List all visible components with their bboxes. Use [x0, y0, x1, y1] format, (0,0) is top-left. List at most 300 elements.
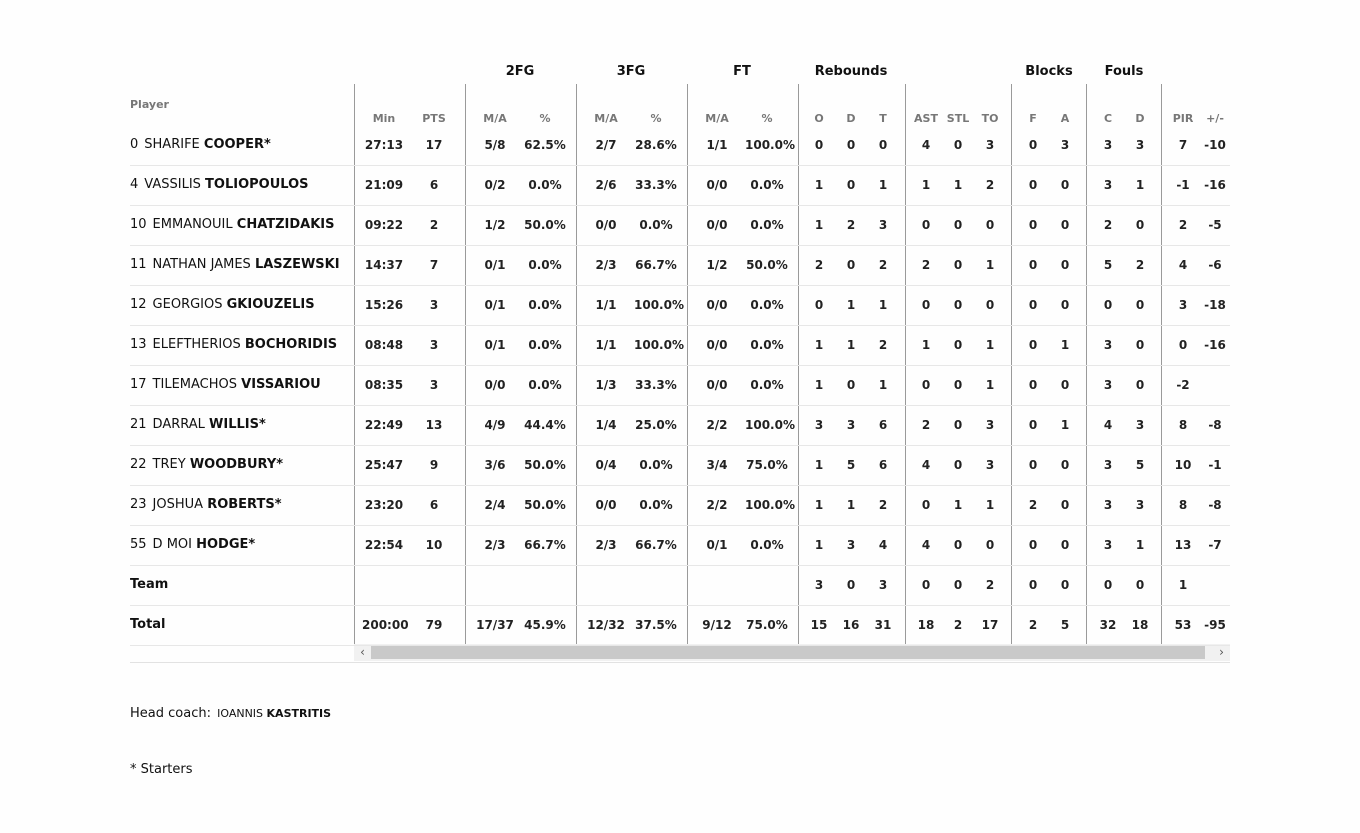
stat-cell: -6: [1208, 258, 1222, 272]
player-name[interactable]: [130, 125, 271, 165]
stat-cell: 0/0: [706, 178, 728, 192]
stat-cell: 0: [953, 218, 963, 232]
group-header: 3FG: [616, 64, 646, 79]
stat-cell: 100.0%: [634, 338, 684, 352]
stat-cell: 22:54: [364, 538, 404, 552]
stat-cell: 3/4: [706, 458, 728, 472]
stat-cell: 2: [1135, 258, 1145, 272]
stat-cell: 0.0%: [750, 538, 784, 552]
stat-cell: 1/2: [706, 258, 728, 272]
column-header: M/A: [705, 112, 729, 125]
stat-cell: 21:09: [364, 178, 404, 192]
column-header: %: [650, 112, 662, 125]
stat-cell: 0.0%: [639, 218, 673, 232]
group-header: Blocks: [1025, 64, 1073, 79]
stat-cell: 0: [1060, 378, 1070, 392]
stat-cell: -10: [1204, 138, 1226, 152]
player-first-name: SHARIFE: [144, 137, 200, 152]
stat-cell: 5/8: [484, 138, 506, 152]
stat-cell: 10: [1174, 458, 1192, 472]
stat-cell: 18: [917, 618, 935, 632]
stat-cell: 0: [1135, 378, 1145, 392]
stat-cell: 0: [846, 178, 856, 192]
stat-cell: 0: [921, 498, 931, 512]
stat-cell: 4: [921, 538, 931, 552]
stat-cell: [745, 565, 789, 605]
stat-cell: 2: [878, 258, 888, 272]
stat-cell: 0: [1060, 578, 1070, 592]
stat-cell: 1: [878, 178, 888, 192]
stat-cell: 0.0%: [750, 378, 784, 392]
stat-cell: 6: [429, 498, 439, 512]
stat-cell: 14:37: [364, 258, 404, 272]
stat-cell: 1: [814, 338, 824, 352]
head-coach-label: Head coach:: [130, 706, 211, 721]
stat-cell: 1: [1135, 178, 1145, 192]
stat-cell: 1: [1178, 578, 1188, 592]
stat-cell: 2: [953, 618, 963, 632]
stat-cell: 3: [846, 538, 856, 552]
player-name[interactable]: [130, 525, 255, 565]
stat-cell: 0: [1028, 218, 1038, 232]
stat-cell: 2: [985, 578, 995, 592]
stat-cell: 0: [953, 578, 963, 592]
column-header: Min: [372, 112, 396, 125]
stat-cell: 0: [1028, 458, 1038, 472]
stat-cell: 1: [985, 338, 995, 352]
stat-cell: 7: [1178, 138, 1188, 152]
stat-cell: 2/3: [595, 538, 617, 552]
table-row: [130, 365, 1230, 406]
stat-cell: 3: [846, 418, 856, 432]
stat-cell: 62.5%: [524, 138, 566, 152]
stat-cell: 1: [953, 498, 963, 512]
player-column-header: Player: [130, 98, 169, 111]
column-header: M/A: [594, 112, 618, 125]
stat-cell: 50.0%: [524, 218, 566, 232]
player-first-name: EMMANOUIL: [152, 217, 233, 232]
stat-cell: 0/2: [484, 178, 506, 192]
stat-cell: 0.0%: [528, 378, 562, 392]
stat-cell: 3: [1103, 498, 1113, 512]
stat-cell: 0/0: [706, 298, 728, 312]
stat-cell: 0: [1028, 298, 1038, 312]
player-first-name: DARRAL: [152, 417, 205, 432]
player-last-name: TOLIOPOULOS: [205, 177, 309, 192]
player-number: 55: [130, 537, 147, 552]
stat-cell: -2: [1176, 378, 1190, 392]
stat-cell: 1/4: [595, 418, 617, 432]
stat-cell: 2/4: [484, 498, 506, 512]
player-name[interactable]: [130, 565, 168, 605]
player-last-name: ROBERTS*: [207, 497, 282, 512]
stat-cell: 22:49: [364, 418, 404, 432]
player-name[interactable]: [130, 445, 283, 485]
stat-cell: 3: [814, 578, 824, 592]
stat-cell: 1: [814, 458, 824, 472]
column-header: D: [846, 112, 856, 125]
stat-cell: 0.0%: [750, 178, 784, 192]
stat-cell: -8: [1208, 498, 1222, 512]
stat-cell: 0: [1028, 138, 1038, 152]
stat-cell: 1: [985, 498, 995, 512]
stat-cell: 3: [1103, 138, 1113, 152]
stat-cell: 79: [425, 618, 443, 632]
stat-cell: 50.0%: [746, 258, 788, 272]
stat-cell: 0: [953, 298, 963, 312]
stat-cell: 0/1: [484, 298, 506, 312]
stat-cell: 15:26: [364, 298, 404, 312]
stat-cell: 6: [878, 458, 888, 472]
stat-cell: 27:13: [364, 138, 404, 152]
player-first-name: NATHAN JAMES: [152, 257, 251, 272]
stat-cell: 3: [1135, 138, 1145, 152]
stat-cell: 1: [878, 298, 888, 312]
stat-cell: 3: [1060, 138, 1070, 152]
column-header: TO: [981, 112, 999, 125]
stat-cell: 1: [846, 338, 856, 352]
stat-cell: 75.0%: [746, 618, 788, 632]
stat-cell: 3: [878, 218, 888, 232]
stat-cell: 5: [1135, 458, 1145, 472]
stat-cell: 31: [874, 618, 892, 632]
column-header: STL: [946, 112, 970, 125]
stat-cell: 2/6: [595, 178, 617, 192]
stat-cell: [523, 565, 567, 605]
player-number: 21: [130, 417, 147, 432]
player-first-name: GEORGIOS: [152, 297, 223, 312]
stat-cell: 0: [846, 258, 856, 272]
player-first-name: VASSILIS: [144, 177, 201, 192]
table-row: [130, 165, 1230, 206]
player-number: 11: [130, 257, 147, 272]
stat-cell: 2/3: [595, 258, 617, 272]
stat-cell: 3: [1103, 378, 1113, 392]
horizontal-scrollbar[interactable]: [354, 644, 1230, 661]
stat-cell: -18: [1204, 298, 1226, 312]
stat-cell: 8: [1178, 498, 1188, 512]
stat-cell: 0: [1135, 578, 1145, 592]
stat-cell: 3: [878, 578, 888, 592]
stat-cell: 0: [921, 298, 931, 312]
stat-cell: 0/0: [595, 218, 617, 232]
stat-cell: 0: [1103, 578, 1113, 592]
stat-cell: 0/0: [706, 378, 728, 392]
stat-cell: 0: [1060, 258, 1070, 272]
column-header: D: [1135, 112, 1145, 125]
stat-cell: 50.0%: [524, 458, 566, 472]
stat-cell: 2: [1028, 498, 1038, 512]
stat-cell: 50.0%: [524, 498, 566, 512]
stat-cell: 0: [1028, 378, 1038, 392]
stat-cell: 10: [425, 538, 443, 552]
stat-cell: 2/2: [706, 418, 728, 432]
table-row: [130, 445, 1230, 486]
player-last-name: GKIOUZELIS: [226, 297, 315, 312]
stat-cell: 0.0%: [639, 498, 673, 512]
column-header: T: [879, 112, 887, 125]
player-first-name: ELEFTHERIOS: [152, 337, 241, 352]
stat-cell: 0.0%: [528, 338, 562, 352]
stat-cell: 0/1: [484, 338, 506, 352]
column-header: A: [1060, 112, 1070, 125]
stat-cell: 3: [1178, 298, 1188, 312]
player-name[interactable]: [130, 205, 335, 245]
stat-cell: 0: [985, 218, 995, 232]
stat-cell: 2: [921, 258, 931, 272]
stat-cell: 0: [1028, 338, 1038, 352]
stat-cell: 1: [985, 378, 995, 392]
table-row: [130, 325, 1230, 366]
stat-cell: 1: [814, 378, 824, 392]
stat-cell: 200:00: [362, 618, 409, 632]
table-row: [130, 205, 1230, 246]
stat-cell: 1: [814, 218, 824, 232]
stat-cell: 3: [429, 338, 439, 352]
stat-cell: 2: [878, 498, 888, 512]
stat-cell: 0/0: [706, 218, 728, 232]
table-row: [130, 245, 1230, 286]
stat-cell: 1/1: [595, 338, 617, 352]
stat-cell: 2: [1178, 218, 1188, 232]
stat-cell: 1: [1135, 538, 1145, 552]
stat-cell: 0.0%: [528, 258, 562, 272]
player-number: 4: [130, 177, 139, 192]
player-first-name: TILEMACHOS: [152, 377, 237, 392]
stat-cell: 44.4%: [524, 418, 566, 432]
stat-cell: 0: [953, 138, 963, 152]
column-header: M/A: [483, 112, 507, 125]
player-name[interactable]: [130, 245, 340, 285]
stat-cell: 3: [1103, 458, 1113, 472]
stat-cell: 17: [981, 618, 999, 632]
stat-cell: 6: [429, 178, 439, 192]
stat-cell: 66.7%: [635, 538, 677, 552]
stat-cell: 16: [842, 618, 860, 632]
column-header: PIR: [1172, 112, 1194, 125]
stat-cell: 2/2: [706, 498, 728, 512]
stat-cell: 4: [1178, 258, 1188, 272]
column-header: AST: [914, 112, 938, 125]
player-name[interactable]: [130, 285, 315, 325]
stat-cell: 25:47: [364, 458, 404, 472]
stat-cell: 0: [953, 258, 963, 272]
player-name[interactable]: [130, 365, 321, 405]
boxscore-table: [130, 62, 1230, 663]
stat-cell: 100.0%: [634, 298, 684, 312]
stat-cell: 4: [921, 458, 931, 472]
player-last-name: VISSARIOU: [241, 377, 321, 392]
stat-cell: 25.0%: [635, 418, 677, 432]
stat-cell: 0: [1103, 298, 1113, 312]
stat-cell: 4/9: [484, 418, 506, 432]
group-header: Fouls: [1104, 64, 1144, 79]
stat-cell: 0/0: [706, 338, 728, 352]
stat-cell: 3: [1103, 178, 1113, 192]
stat-cell: 0: [1178, 338, 1188, 352]
player-number: 10: [130, 217, 147, 232]
group-header: 2FG: [505, 64, 535, 79]
stat-cell: 4: [921, 138, 931, 152]
stat-cell: 0: [846, 138, 856, 152]
stat-cell: 09:22: [364, 218, 404, 232]
stat-cell: 0: [953, 378, 963, 392]
player-name[interactable]: [130, 485, 282, 525]
stat-cell: -1: [1208, 458, 1222, 472]
stat-cell: 0: [1060, 538, 1070, 552]
stat-cell: 2: [846, 218, 856, 232]
player-last-name: COOPER*: [203, 137, 271, 152]
player-last-name: LASZEWSKI: [254, 257, 340, 272]
stat-cell: [473, 565, 517, 605]
table-row: [130, 285, 1230, 326]
head-coach-first: IOANNIS: [217, 707, 264, 720]
stat-cell: 0: [1060, 218, 1070, 232]
stat-cell: 3: [429, 298, 439, 312]
stat-cell: -5: [1208, 218, 1222, 232]
stat-cell: 17: [425, 138, 443, 152]
stat-cell: 5: [1060, 618, 1070, 632]
stat-cell: 1: [985, 258, 995, 272]
player-last-name: BOCHORIDIS: [244, 337, 338, 352]
column-header: O: [814, 112, 824, 125]
head-coach: [130, 706, 331, 721]
stat-cell: 33.3%: [635, 178, 677, 192]
boxscore-wrapper: [130, 62, 1230, 663]
stat-cell: 0: [1060, 458, 1070, 472]
stat-cell: 0.0%: [639, 458, 673, 472]
scroll-right-icon[interactable]: ›: [1219, 645, 1224, 659]
stat-cell: 2: [985, 178, 995, 192]
table-row: [130, 405, 1230, 446]
player-number: 17: [130, 377, 147, 392]
player-number: 23: [130, 497, 147, 512]
stat-cell: 1/1: [595, 298, 617, 312]
player-last-name: CHATZIDAKIS: [236, 217, 335, 232]
stat-cell: 17/37: [476, 618, 514, 632]
stat-cell: 0: [921, 578, 931, 592]
stat-cell: 0.0%: [750, 298, 784, 312]
stat-cell: 0: [814, 298, 824, 312]
stat-cell: 100.0%: [745, 418, 795, 432]
stat-cell: 0: [921, 378, 931, 392]
column-header: +/-: [1206, 112, 1224, 125]
table-row: [130, 485, 1230, 526]
stat-cell: 0/0: [595, 498, 617, 512]
stat-cell: [634, 565, 678, 605]
stat-cell: 3: [1135, 498, 1145, 512]
stat-cell: 1: [1060, 418, 1070, 432]
stat-cell: -7: [1208, 538, 1222, 552]
stat-cell: 1/1: [706, 138, 728, 152]
stat-cell: 0: [814, 138, 824, 152]
stat-cell: 0: [921, 218, 931, 232]
player-first-name: D MOI: [152, 537, 192, 552]
stat-cell: 0: [953, 418, 963, 432]
stat-cell: 0: [846, 578, 856, 592]
stat-cell: 28.6%: [635, 138, 677, 152]
stat-cell: 0: [1135, 298, 1145, 312]
stat-cell: -16: [1204, 178, 1226, 192]
player-number: 13: [130, 337, 147, 352]
stat-cell: 3: [1103, 338, 1113, 352]
scroll-left-icon[interactable]: ‹: [360, 645, 365, 659]
player-name[interactable]: [130, 165, 309, 205]
stat-cell: 0: [1060, 298, 1070, 312]
stat-cell: 75.0%: [746, 458, 788, 472]
table-row: [130, 525, 1230, 566]
column-header: C: [1103, 112, 1113, 125]
stat-cell: 0: [953, 338, 963, 352]
stat-cell: 15: [810, 618, 828, 632]
stat-cell: 1: [878, 378, 888, 392]
stat-cell: 0/1: [706, 538, 728, 552]
stat-cell: 0: [985, 538, 995, 552]
stat-cell: 7: [429, 258, 439, 272]
stat-cell: 0/1: [484, 258, 506, 272]
player-last-name: WOODBURY*: [189, 457, 284, 472]
stat-cell: 0: [1060, 178, 1070, 192]
stat-cell: 1: [814, 538, 824, 552]
stat-cell: 0: [846, 378, 856, 392]
player-last-name: Total: [130, 617, 166, 632]
stat-cell: 1/3: [595, 378, 617, 392]
stat-cell: -16: [1204, 338, 1226, 352]
stat-cell: 0: [1028, 258, 1038, 272]
stat-cell: -1: [1176, 178, 1190, 192]
stat-cell: 0.0%: [528, 178, 562, 192]
column-header: %: [761, 112, 773, 125]
stat-cell: 3: [985, 458, 995, 472]
stat-cell: 1/2: [484, 218, 506, 232]
stat-cell: 1: [846, 298, 856, 312]
group-header: Rebounds: [814, 64, 888, 79]
stat-cell: 13: [425, 418, 443, 432]
stat-cell: 4: [1103, 418, 1113, 432]
stat-cell: 3: [985, 418, 995, 432]
stat-cell: 9/12: [702, 618, 732, 632]
stat-cell: 1: [1060, 338, 1070, 352]
stat-cell: 4: [878, 538, 888, 552]
stat-cell: 2/7: [595, 138, 617, 152]
player-name[interactable]: [130, 325, 337, 365]
stat-cell: -95: [1204, 618, 1226, 632]
stat-cell: 0.0%: [750, 218, 784, 232]
stat-cell: 33.3%: [635, 378, 677, 392]
stat-cell: 23:20: [364, 498, 404, 512]
stat-cell: 0: [1028, 578, 1038, 592]
stat-cell: [1193, 565, 1237, 605]
player-name[interactable]: [130, 405, 266, 445]
stat-cell: 3: [814, 418, 824, 432]
stat-cell: 0: [1135, 218, 1145, 232]
player-name[interactable]: [130, 605, 166, 645]
player-last-name: WILLIS*: [209, 417, 266, 432]
stat-cell: 0: [1028, 418, 1038, 432]
starters-footnote: * Starters: [130, 762, 193, 777]
stat-cell: 08:48: [364, 338, 404, 352]
stat-cell: 1: [953, 178, 963, 192]
stat-cell: 3: [1103, 538, 1113, 552]
player-last-name: HODGE*: [196, 537, 256, 552]
stat-cell: 3/6: [484, 458, 506, 472]
player-last-name: Team: [130, 577, 169, 592]
stat-cell: 0.0%: [750, 338, 784, 352]
scroll-thumb[interactable]: [371, 646, 1205, 659]
group-header: FT: [733, 64, 751, 79]
stat-cell: 0: [1135, 338, 1145, 352]
stat-cell: 2: [878, 338, 888, 352]
